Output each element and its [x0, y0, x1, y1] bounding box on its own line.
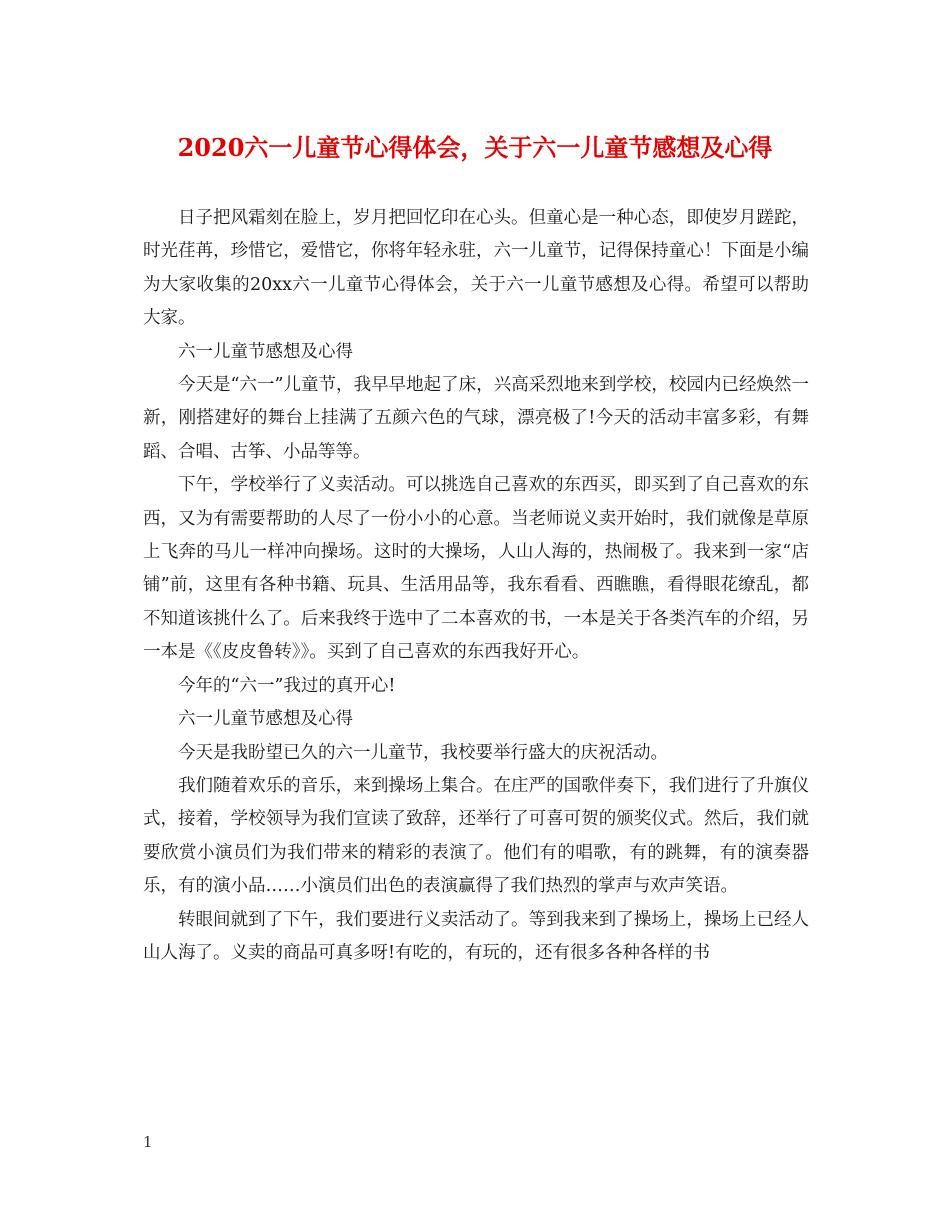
section-heading: 六一儿童节感想及心得 [178, 341, 353, 362]
paragraph: 今天是“六一”儿童节，我早早地起了床，兴高采烈地来到学校，校园内已经焕然一新，刚搭建好的舞台上挂满了五颜六色的气球，漂亮极了!今天的活动丰富多彩，有舞蹈、合唱、古筝、小品等等。 [143, 375, 809, 462]
paragraph: 今年的“六一”我过的真开心! [178, 675, 396, 696]
paragraph: 转眼间就到了下午，我们要进行义卖活动了。等到我来到了操场上，操场上已经人山人海了。义卖的商品可真多呀!有吃的，有玩的，还有很多各种各样的书 [143, 909, 809, 963]
section-heading: 六一儿童节感想及心得 [178, 709, 353, 730]
paragraph: 下午，学校举行了义卖活动。可以挑选自己喜欢的东西买，即买到了自己喜欢的东西，又为有需要帮助的人尽了一份小小的心意。当老师说义卖开始时，我们就像是草原上飞奔的马儿一样冲向操场。这时的大操场，人山人海的，热闹极了。我来到一家“店铺”前，这里有各种书籍、玩具、生活用品等，我东看看、西瞧瞧，看得眼花缭乱，都不知道该挑什么了。后来我终于选中了二本喜欢的书，一本是关于各类汽车的介绍，另一本是《《皮皮鲁转》》。买到了自己喜欢的东西我好开心。 [143, 475, 809, 663]
page-number: 1 [143, 1133, 153, 1151]
paragraph-intro: 日子把风霜刻在脸上，岁月把回忆印在心头。但童心是一种心态，即使岁月蹉跎，时光荏苒，珍惜它，爱惜它，你将年轻永驻，六一儿童节，记得保持童心！下面是小编为大家收集的20xx六一儿童节心得体会，关于六一儿童节感想及心得。希望可以帮助大家。 [143, 208, 809, 329]
paragraph: 今天是我盼望已久的六一儿童节，我校要举行盛大的庆祝活动。 [178, 742, 668, 763]
document-body [143, 202, 809, 970]
document-title: 2020六一儿童节心得体会，关于六一儿童节感想及心得 [177, 133, 773, 162]
paragraph: 我们随着欢乐的音乐，来到操场上集合。在庄严的国歌伴奏下，我们进行了升旗仪式，接着，学校领导为我们宣读了致辞，还举行了可喜可贺的颁奖仪式。然后，我们就要欣赏小演员们为我们带来的精彩的表演了。他们有的唱歌，有的跳舞，有的演奏器乐，有的演小品……小演员们出色的表演赢得了我们热烈的掌声与欢声笑语。 [143, 775, 809, 897]
